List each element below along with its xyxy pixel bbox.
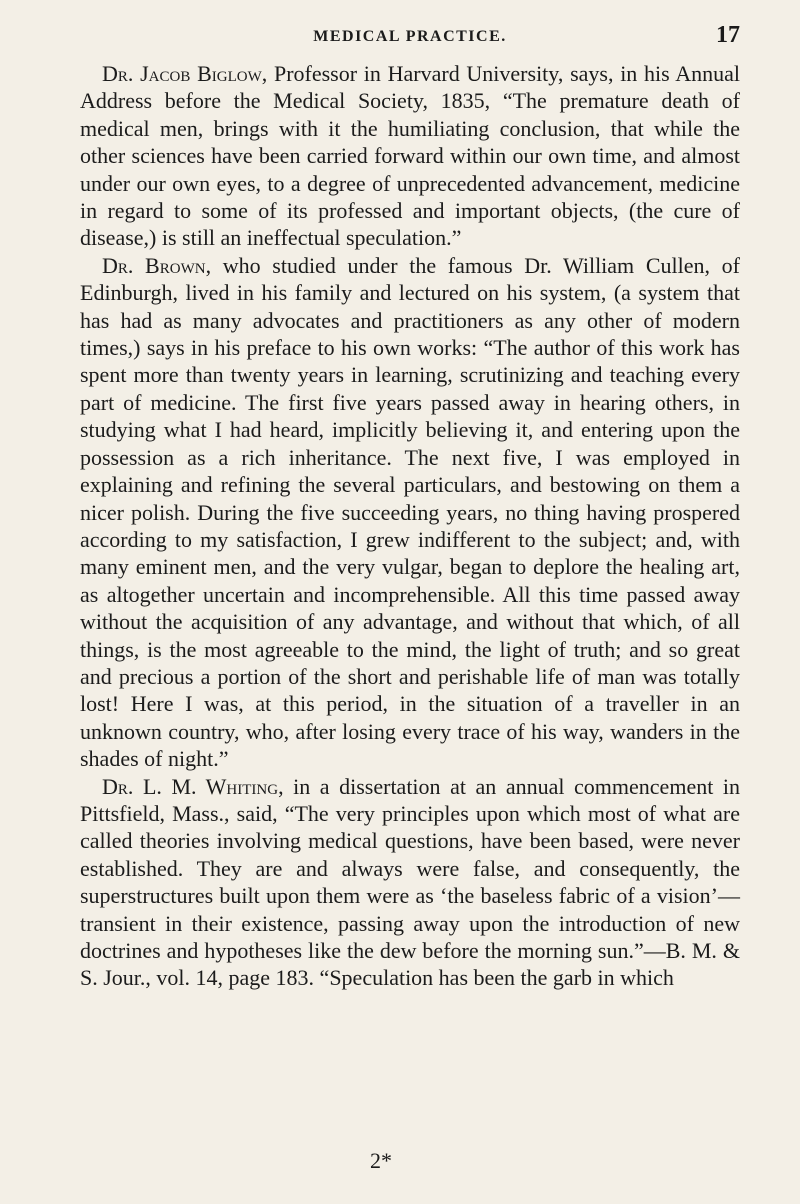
speaker-name: Dr. L. M. Whiting — [102, 773, 279, 799]
paragraph-text: , who studied under the famous Dr. William Cullen, of Edinburgh, lived in his family and lectured on his system, (a system that has had as many advocates and practitioners as any other of modern times,) says in his preface to his own works: “The author of this work has spent more than twenty years in learning, scrutinizing and teaching every part of medicine. The first five years passed away in hearing others, in studying what I had heard, implicitly believing it, and entering upon the possession as a rich inheritance. The next five, I was employed in explaining and refining the several particulars, and bestowing on them a nicer polish. During the five succeeding years, no thing having prospered according to my satisfaction, I grew indifferent to the subject; and, with many eminent men, and the very vulgar, began to deplore the healing art, as altogether uncertain and incomprehensible. All this time passed away without the acquisition of any advantage, and without that which, of all things, is the most agreeable to the mind, the light of truth; and so great and precious a portion of the short and perishable life of man was totally lost! Here I was, at this period, in the situation of a traveller in an unknown country, who, after losing every trace of his way, wanders in the shades of night.” — [80, 252, 740, 772]
speaker-name: Dr. Brown — [102, 252, 206, 278]
running-title: MEDICAL PRACTICE. — [313, 28, 507, 45]
paragraph-brown — [80, 252, 740, 773]
signature-mark: 2* — [370, 1148, 392, 1173]
page-number: 17 — [716, 22, 740, 48]
paragraph-whiting — [80, 773, 740, 992]
paragraph-text: , in a dissertation at an annual commencement in Pittsfield, Mass., said, “The very principles upon which most of what are called theories involving medical questions, have been based, were never established. They are and always were false, and consequently, the superstructures built upon them were as ‘the baseless fabric of a vision’—transient in their existence, passing away upon the introduction of new doctrines and hypotheses like the dew before the morning sun.”—B. M. & S. Jour., vol. 14, page 183. “Speculation has been the garb in which — [80, 773, 740, 991]
page-header — [80, 22, 740, 58]
paragraph-text: , Professor in Harvard University, says, in his Annual Address before the Medical Society, 1835, “The premature death of medical men, brings with it the humiliating conclusion, that while the other sciences have been carried forward within our own time, and almost under our own eyes, to a degree of unprecedented advancement, medicine in regard to some of its professed and important objects, (the cure of disease,) is still an ineffectual speculation.” — [80, 61, 740, 251]
body-text — [80, 60, 740, 992]
paragraph-biglow — [80, 60, 740, 252]
speaker-name: Dr. Jacob Biglow — [102, 61, 262, 86]
